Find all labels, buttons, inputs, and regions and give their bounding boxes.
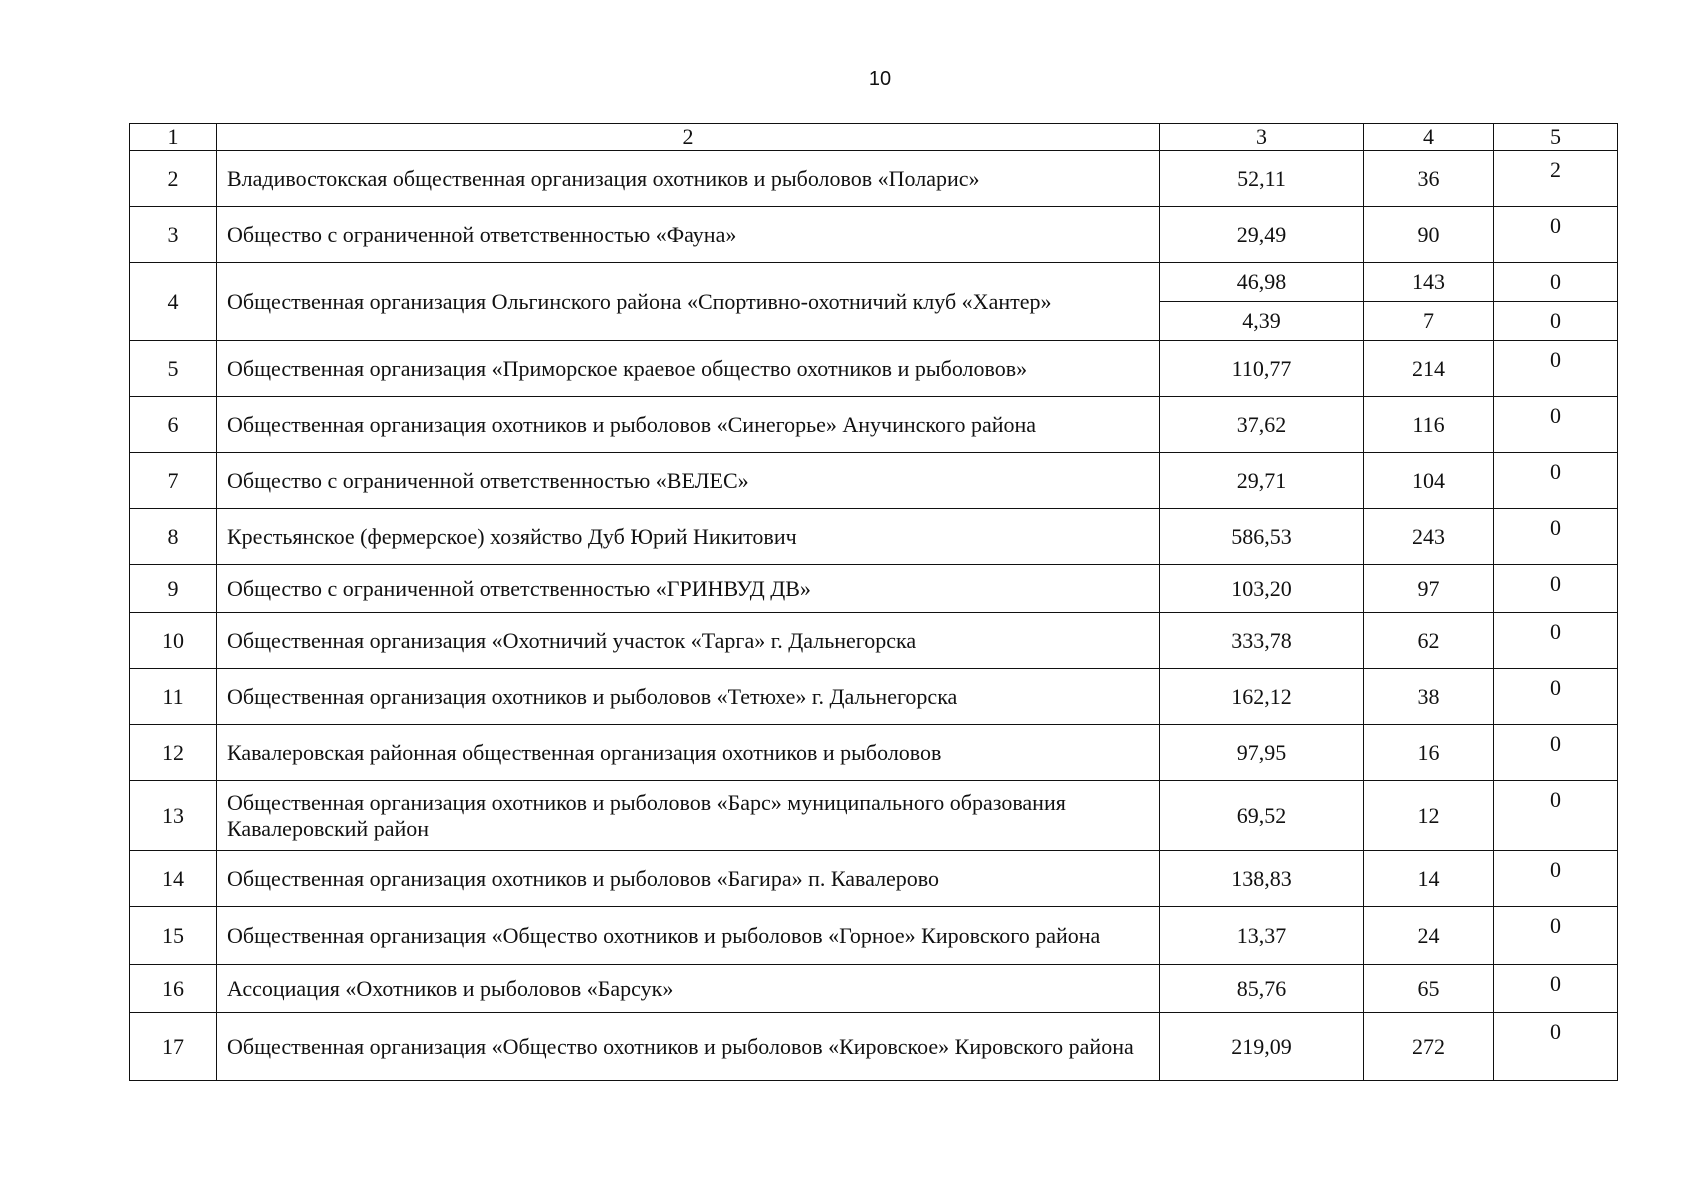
area-value: 52,11 [1160,151,1364,207]
area-value: 29,49 [1160,207,1364,263]
count-value: 14 [1364,851,1494,907]
organization-name: Владивостокская общественная организация охотников и рыболовов «Поларис» [217,151,1160,207]
count-value: 62 [1364,613,1494,669]
organization-name: Общественная организация охотников и рыболовов «Тетюхе» г. Дальнегорска [217,669,1160,725]
count-value: 104 [1364,453,1494,509]
count-value: 24 [1364,907,1494,965]
column-5-value: 0 [1494,207,1618,263]
row-number: 16 [130,965,217,1013]
count-value: 7 [1364,302,1494,341]
organization-name: Крестьянское (фермерское) хозяйство Дуб Юрий Никитович [217,509,1160,565]
count-value: 38 [1364,669,1494,725]
count-value: 272 [1364,1013,1494,1081]
column-number: 4 [1364,124,1494,151]
row-number: 14 [130,851,217,907]
column-number: 1 [130,124,217,151]
row-number: 13 [130,781,217,851]
table-row [130,669,1618,725]
row-number: 6 [130,397,217,453]
organization-name: Кавалеровская районная общественная организация охотников и рыболовов [217,725,1160,781]
table-row [130,725,1618,781]
table-row [130,565,1618,613]
count-value: 214 [1364,341,1494,397]
table-row [130,1013,1618,1081]
column-5-value: 0 [1494,725,1618,781]
table-row [130,781,1618,851]
organization-name: Общество с ограниченной ответственностью «ВЕЛЕС» [217,453,1160,509]
organization-name: Общественная организация «Общество охотников и рыболовов «Горное» Кировского района [217,907,1160,965]
page-number: 10 [868,68,892,90]
column-5-value: 0 [1494,851,1618,907]
organization-name: Ассоциация «Охотников и рыболовов «Барсук» [217,965,1160,1013]
column-5-value: 0 [1494,302,1618,341]
column-5-value: 0 [1494,613,1618,669]
table-row [130,397,1618,453]
area-value: 4,39 [1160,302,1364,341]
column-5-value: 0 [1494,907,1618,965]
column-number: 3 [1160,124,1364,151]
column-5-value: 2 [1494,151,1618,207]
row-number: 15 [130,907,217,965]
hunting-grounds-table [129,123,1618,1081]
area-value: 69,52 [1160,781,1364,851]
table-row [130,263,1618,302]
organization-name: Общественная организация охотников и рыболовов «Багира» п. Кавалерово [217,851,1160,907]
organization-name: Общественная организация «Общество охотников и рыболовов «Кировское» Кировского района [217,1013,1160,1081]
column-5-value: 0 [1494,565,1618,613]
row-number: 8 [130,509,217,565]
table-row [130,613,1618,669]
organization-name: Общество с ограниченной ответственностью «ГРИНВУД ДВ» [217,565,1160,613]
area-value: 29,71 [1160,453,1364,509]
column-5-value: 0 [1494,965,1618,1013]
count-value: 65 [1364,965,1494,1013]
organization-name: Общественная организация Ольгинского района «Спортивно-охотничий клуб «Хантер» [217,263,1160,341]
table-row [130,965,1618,1013]
column-5-value: 0 [1494,781,1618,851]
organization-name: Общественная организация «Приморское краевое общество охотников и рыболовов» [217,341,1160,397]
count-value: 16 [1364,725,1494,781]
row-number: 7 [130,453,217,509]
count-value: 97 [1364,565,1494,613]
row-number: 17 [130,1013,217,1081]
row-number: 11 [130,669,217,725]
column-5-value: 0 [1494,509,1618,565]
area-value: 46,98 [1160,263,1364,302]
column-number-row [130,124,1618,151]
row-number: 10 [130,613,217,669]
table-row [130,851,1618,907]
row-number: 12 [130,725,217,781]
row-number: 4 [130,263,217,341]
area-value: 103,20 [1160,565,1364,613]
count-value: 90 [1364,207,1494,263]
count-value: 243 [1364,509,1494,565]
row-number: 2 [130,151,217,207]
area-value: 333,78 [1160,613,1364,669]
area-value: 586,53 [1160,509,1364,565]
table-row [130,509,1618,565]
column-5-value: 0 [1494,453,1618,509]
row-number: 9 [130,565,217,613]
area-value: 13,37 [1160,907,1364,965]
area-value: 138,83 [1160,851,1364,907]
column-5-value: 0 [1494,397,1618,453]
column-number: 2 [217,124,1160,151]
column-5-value: 0 [1494,341,1618,397]
column-5-value: 0 [1494,669,1618,725]
column-5-value: 0 [1494,263,1618,302]
column-number: 5 [1494,124,1618,151]
count-value: 12 [1364,781,1494,851]
table-row [130,341,1618,397]
table-row [130,151,1618,207]
table-row [130,907,1618,965]
organization-name: Общественная организация охотников и рыболовов «Синегорье» Анучинского района [217,397,1160,453]
count-value: 116 [1364,397,1494,453]
area-value: 37,62 [1160,397,1364,453]
row-number: 5 [130,341,217,397]
area-value: 219,09 [1160,1013,1364,1081]
area-value: 110,77 [1160,341,1364,397]
row-number: 3 [130,207,217,263]
organization-name: Общественная организация охотников и рыболовов «Барс» муниципального образования Кавалеровский район [217,781,1160,851]
organization-name: Общественная организация «Охотничий участок «Тарга» г. Дальнегорска [217,613,1160,669]
count-value: 36 [1364,151,1494,207]
area-value: 85,76 [1160,965,1364,1013]
organization-name: Общество с ограниченной ответственностью «Фауна» [217,207,1160,263]
table-row [130,453,1618,509]
column-5-value: 0 [1494,1013,1618,1081]
area-value: 97,95 [1160,725,1364,781]
area-value: 162,12 [1160,669,1364,725]
table-row [130,207,1618,263]
count-value: 143 [1364,263,1494,302]
